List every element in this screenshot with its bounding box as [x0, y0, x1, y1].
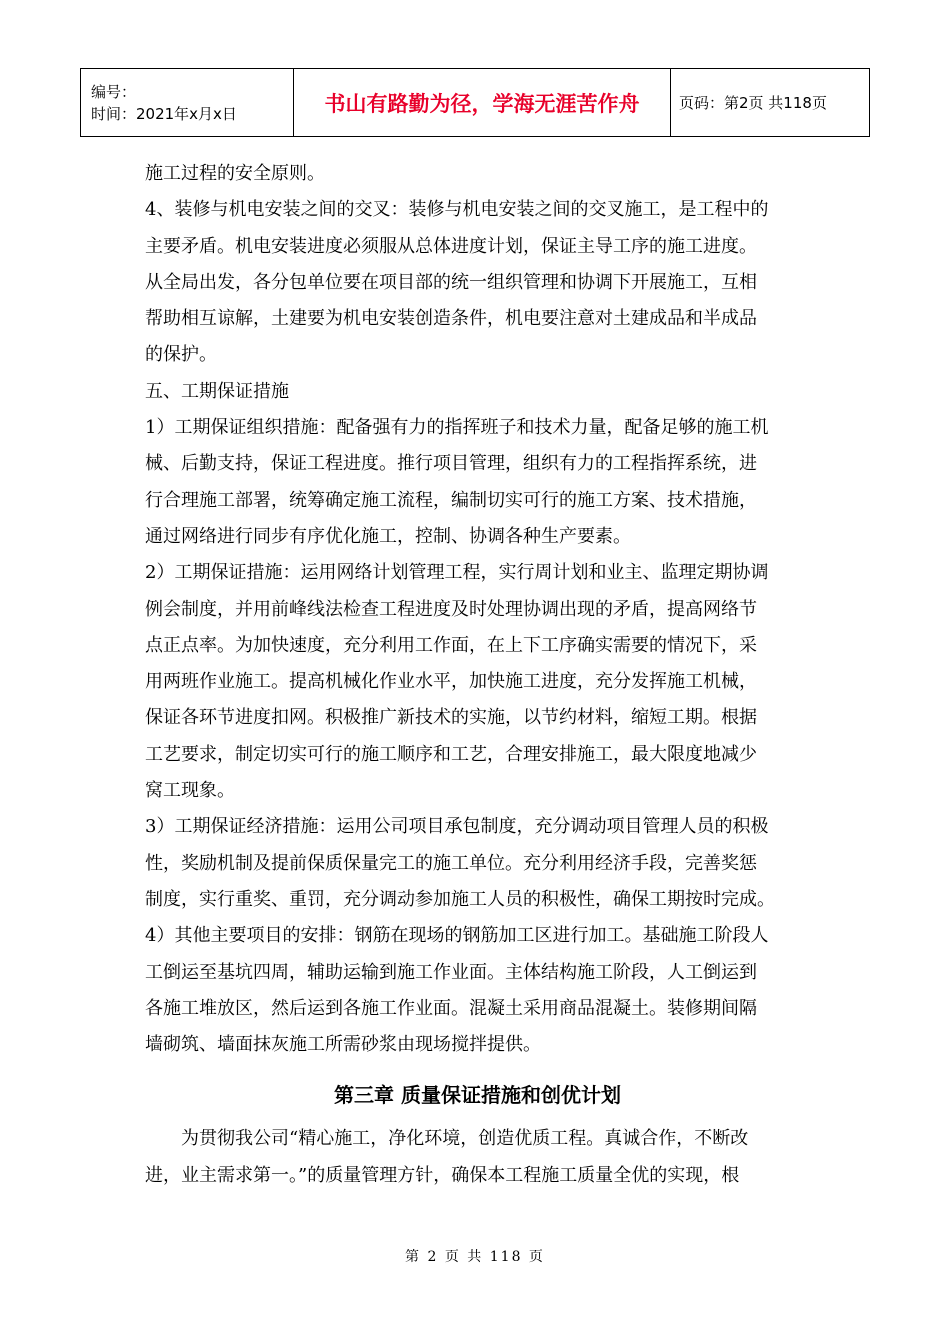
body-line: 2）工期保证措施：运用网络计划管理工程，实行周计划和业主、监理定期协调	[145, 562, 769, 584]
body-line: 各施工堆放区，然后运到各施工作业面。混凝土采用商品混凝土。装修期间隔	[145, 997, 757, 1019]
body-line: 用两班作业施工。提高机械化作业水平，加快施工进度，充分发挥施工机械，	[145, 671, 757, 693]
body-line: 4）其他主要项目的安排：钢筋在现场的钢筋加工区进行加工。基础施工阶段人	[145, 925, 769, 947]
body-line: 工艺要求，制定切实可行的施工顺序和工艺，合理安排施工，最大限度地减少	[145, 743, 757, 765]
body-line: 主要矛盾。机电安装进度必须服从总体进度计划，保证主导工序的施工进度。	[145, 235, 757, 257]
body-line: 帮助相互谅解，土建要为机电安装创造条件，机电要注意对土建成品和半成品	[145, 308, 757, 330]
document-date-label: 时间：2021年x月x日	[91, 104, 237, 123]
body-line: 4、装修与机电安装之间的交叉：装修与机电安装之间的交叉施工，是工程中的	[145, 199, 769, 221]
header-meta-cell	[81, 69, 294, 137]
header-page-code: 页码：第2页 共118页	[671, 69, 870, 137]
body-line: 窝工现象。	[145, 780, 235, 802]
body-line: 1）工期保证组织措施：配备强有力的指挥班子和技术力量，配备足够的施工机	[145, 417, 769, 439]
document-header	[80, 68, 870, 137]
chapter-body-line: 为贯彻我公司“精心施工，净化环境，创造优质工程。真诚合作，不断改	[181, 1128, 749, 1150]
body-line: 的保护。	[145, 344, 217, 366]
body-line: 制度，实行重奖、重罚，充分调动参加施工人员的积极性，确保工期按时完成。	[145, 888, 775, 910]
chapter-title: 第三章 质量保证措施和创优计划	[334, 1083, 621, 1108]
body-line: 通过网络进行同步有序优化施工，控制、协调各种生产要素。	[145, 525, 631, 547]
body-line: 施工过程的安全原则。	[145, 163, 325, 184]
body-line: 行合理施工部署，统筹确定施工流程，编制切实可行的施工方案、技术措施，	[145, 489, 757, 511]
body-line: 工倒运至基坑四周，辅助运输到施工作业面。主体结构施工阶段，人工倒运到	[145, 961, 757, 983]
document-number-label: 编号：	[91, 82, 137, 101]
document-body	[145, 156, 810, 1194]
page-footer: 第 2 页 共 118 页	[405, 1249, 545, 1265]
body-line: 3）工期保证经济措施：运用公司项目承包制度，充分调动项目管理人员的积极	[145, 816, 769, 838]
body-line: 点正点率。为加快速度，充分利用工作面，在上下工序确实需要的情况下，采	[145, 634, 757, 656]
body-line: 墙砌筑、墙面抹灰施工所需砂浆由现场搅拌提供。	[145, 1034, 541, 1056]
body-line: 械、后勤支持，保证工程进度。推行项目管理，组织有力的工程指挥系统，进	[145, 453, 757, 475]
body-line: 保证各环节进度扣网。积极推广新技术的实施，以节约材料，缩短工期。根据	[145, 707, 757, 729]
chapter-body-line: 进，业主需求第一。”的质量管理方针，确保本工程施工质量全优的实现，根	[145, 1164, 740, 1186]
body-line: 例会制度，并用前峰线法检查工程进度及时处理协调出现的矛盾，提高网络节	[145, 598, 757, 620]
section-heading: 五、工期保证措施	[145, 380, 289, 402]
header-motto: 书山有路勤为径，学海无涯苦作舟	[294, 69, 671, 137]
body-line: 性，奖励机制及提前保质保量完工的施工单位。充分利用经济手段，完善奖惩	[145, 852, 757, 874]
body-line: 从全局出发，各分包单位要在项目部的统一组织管理和协调下开展施工，互相	[145, 271, 757, 293]
